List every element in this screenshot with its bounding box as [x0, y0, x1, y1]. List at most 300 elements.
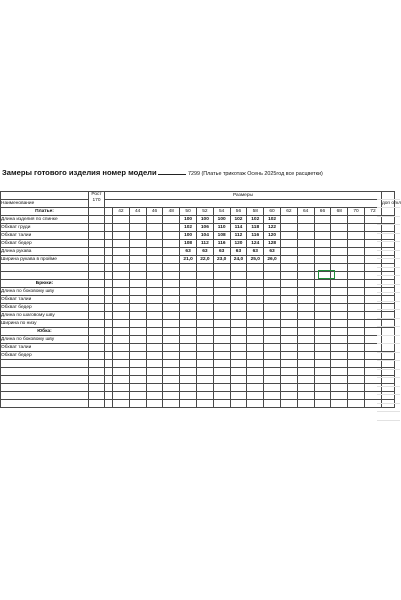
gridline — [377, 225, 400, 234]
empty-cell — [213, 288, 230, 296]
table-row — [1, 232, 395, 240]
empty-cell — [129, 360, 146, 368]
empty-cell — [280, 360, 297, 368]
empty-cell — [180, 280, 197, 288]
empty-cell — [314, 280, 331, 288]
empty-cell — [113, 320, 130, 328]
header-row-mid — [1, 200, 395, 208]
empty-cell — [163, 328, 180, 336]
empty-cell — [146, 352, 163, 360]
empty-cell — [264, 264, 281, 272]
measurement-value: 102 — [180, 224, 197, 232]
gridline — [377, 293, 400, 302]
gap-cell — [105, 256, 113, 264]
title-underline — [158, 167, 186, 175]
gridline — [377, 276, 400, 285]
table-row — [1, 256, 395, 264]
empty-cell — [180, 344, 197, 352]
sizes-row — [1, 208, 395, 216]
empty-cell — [264, 328, 281, 336]
empty-cell — [297, 328, 314, 336]
empty-cell — [163, 320, 180, 328]
empty-cell — [314, 248, 331, 256]
height-cell — [89, 216, 105, 224]
name-header-cell — [1, 200, 89, 208]
empty-cell — [129, 392, 146, 400]
gridline — [377, 191, 400, 200]
empty-cell — [213, 336, 230, 344]
empty-cell — [314, 368, 331, 376]
empty-cell — [213, 392, 230, 400]
measurement-name: Обхват бедер — [1, 352, 89, 360]
empty-cell — [129, 328, 146, 336]
empty-cell — [129, 272, 146, 280]
empty-cell — [1, 272, 89, 280]
empty-cell — [264, 272, 281, 280]
empty-cell — [314, 312, 331, 320]
blank-row — [1, 272, 395, 280]
empty-cell — [146, 400, 163, 408]
empty-cell — [163, 288, 180, 296]
empty-cell — [297, 288, 314, 296]
table-row — [1, 240, 395, 248]
empty-cell — [280, 296, 297, 304]
measurement-value: 26,0 — [264, 256, 281, 264]
empty-cell — [163, 304, 180, 312]
empty-cell — [129, 312, 146, 320]
empty-cell — [113, 392, 130, 400]
empty-cell — [280, 312, 297, 320]
empty-cell — [264, 400, 281, 408]
empty-cell — [264, 312, 281, 320]
empty-cell — [129, 240, 146, 248]
empty-cell — [331, 368, 348, 376]
gap-cell — [105, 248, 113, 256]
empty-cell — [280, 224, 297, 232]
empty-cell — [264, 296, 281, 304]
empty-cell — [1, 384, 89, 392]
empty-cell — [247, 336, 264, 344]
empty-cell — [113, 216, 130, 224]
measurement-name: Длина по шаговому шву — [1, 312, 89, 320]
empty-cell — [331, 248, 348, 256]
empty-cell — [196, 296, 213, 304]
size-header: 54 — [213, 208, 230, 216]
height-cell — [89, 256, 105, 264]
empty-cell — [348, 304, 365, 312]
section-label: Юбка: — [1, 328, 89, 336]
measurement-value: 100 — [213, 216, 230, 224]
gridline — [377, 200, 400, 209]
size-header: 52 — [196, 208, 213, 216]
empty-cell — [180, 360, 197, 368]
empty-cell — [129, 216, 146, 224]
empty-cell — [113, 368, 130, 376]
empty-cell — [146, 392, 163, 400]
measurement-value: 108 — [213, 232, 230, 240]
empty-cell — [146, 240, 163, 248]
empty-cell — [163, 256, 180, 264]
empty-cell — [331, 232, 348, 240]
measurement-name: Длина по боковому шву — [1, 336, 89, 344]
size-header: 50 — [180, 208, 197, 216]
empty-cell — [105, 328, 113, 336]
empty-cell — [230, 312, 247, 320]
size-header: 64 — [297, 208, 314, 216]
table-row — [1, 304, 395, 312]
empty-cell — [264, 280, 281, 288]
empty-cell — [280, 392, 297, 400]
empty-cell — [247, 400, 264, 408]
gridline — [377, 251, 400, 260]
empty-cell — [331, 336, 348, 344]
empty-cell — [105, 264, 113, 272]
gridline — [377, 404, 400, 413]
empty-cell — [146, 304, 163, 312]
empty-cell — [314, 224, 331, 232]
gridline — [377, 217, 400, 226]
empty-cell — [314, 296, 331, 304]
empty-cell — [196, 280, 213, 288]
empty-cell — [297, 224, 314, 232]
empty-cell — [180, 376, 197, 384]
empty-cell — [196, 328, 213, 336]
blank-row — [1, 264, 395, 272]
empty-cell — [230, 336, 247, 344]
gridline — [377, 353, 400, 362]
empty-cell — [348, 336, 365, 344]
empty-cell — [213, 384, 230, 392]
height-value: 170 — [92, 198, 101, 203]
empty-cell — [297, 352, 314, 360]
height-header-cell — [89, 192, 105, 208]
table-row — [1, 312, 395, 320]
measurement-value: 112 — [230, 232, 247, 240]
empty-cell — [297, 264, 314, 272]
empty-cell — [331, 304, 348, 312]
empty-cell — [129, 344, 146, 352]
empty-cell — [314, 336, 331, 344]
measurement-name: Ширина рукава в пройме — [1, 256, 89, 264]
height-label: Рост — [91, 192, 102, 197]
empty-cell — [105, 368, 113, 376]
empty-cell — [348, 312, 365, 320]
section-label-row — [1, 328, 395, 336]
empty-cell — [163, 232, 180, 240]
empty-cell — [196, 352, 213, 360]
empty-cell — [213, 312, 230, 320]
empty-cell — [213, 272, 230, 280]
empty-cell — [280, 400, 297, 408]
empty-cell — [331, 352, 348, 360]
empty-cell — [163, 336, 180, 344]
empty-cell — [196, 360, 213, 368]
empty-cell — [113, 344, 130, 352]
empty-cell — [129, 400, 146, 408]
empty-cell — [230, 344, 247, 352]
empty-cell — [213, 328, 230, 336]
measurement-name: Обхват бедер — [1, 304, 89, 312]
empty-cell — [196, 272, 213, 280]
empty-cell — [264, 352, 281, 360]
gridline — [377, 268, 400, 277]
gap-cell — [105, 312, 113, 320]
gap-cell — [105, 240, 113, 248]
measurement-name: Обхват талии — [1, 232, 89, 240]
empty-cell — [163, 400, 180, 408]
size-header: 58 — [247, 208, 264, 216]
empty-cell — [163, 360, 180, 368]
empty-cell — [331, 240, 348, 248]
measurement-value: 100 — [180, 232, 197, 240]
empty-cell — [230, 384, 247, 392]
empty-cell — [163, 264, 180, 272]
section-label-row — [1, 280, 395, 288]
empty-cell — [146, 328, 163, 336]
measurement-value: 25,0 — [247, 256, 264, 264]
empty-cell — [129, 376, 146, 384]
measurement-name: Длина изделия по спинке — [1, 216, 89, 224]
size-header: 72 — [364, 208, 381, 216]
empty-cell — [331, 288, 348, 296]
table-row — [1, 352, 395, 360]
height-cell — [89, 336, 105, 344]
measurement-value: 116 — [247, 232, 264, 240]
table-row — [1, 344, 395, 352]
empty-cell — [129, 304, 146, 312]
empty-cell — [297, 296, 314, 304]
empty-cell — [297, 272, 314, 280]
empty-cell — [297, 216, 314, 224]
title-text: Замеры готового изделия номер модели — [2, 168, 157, 177]
empty-cell — [280, 288, 297, 296]
empty-cell — [113, 304, 130, 312]
gap-cell — [105, 344, 113, 352]
empty-cell — [180, 288, 197, 296]
empty-cell — [180, 328, 197, 336]
empty-cell — [348, 256, 365, 264]
empty-cell — [113, 296, 130, 304]
empty-cell — [105, 392, 113, 400]
measurement-value: 102 — [230, 216, 247, 224]
measurement-value: 63 — [196, 248, 213, 256]
height-cell — [89, 352, 105, 360]
empty-cell — [348, 232, 365, 240]
empty-cell — [280, 320, 297, 328]
empty-cell — [230, 280, 247, 288]
measurement-value: 63 — [247, 248, 264, 256]
gridline — [377, 208, 400, 217]
empty-cell — [331, 376, 348, 384]
empty-cell — [113, 400, 130, 408]
empty-cell — [280, 328, 297, 336]
empty-cell — [146, 232, 163, 240]
empty-cell — [230, 328, 247, 336]
empty-cell — [146, 224, 163, 232]
empty-cell — [230, 400, 247, 408]
gridline — [377, 370, 400, 379]
measurement-name: Ширина по низу — [1, 320, 89, 328]
empty-cell — [113, 328, 130, 336]
empty-cell — [1, 264, 89, 272]
empty-cell — [331, 312, 348, 320]
empty-cell — [348, 296, 365, 304]
empty-cell — [247, 384, 264, 392]
empty-cell — [230, 304, 247, 312]
empty-cell — [129, 368, 146, 376]
empty-cell — [314, 288, 331, 296]
empty-cell — [280, 248, 297, 256]
header-name-spacer — [1, 192, 89, 200]
empty-cell — [297, 232, 314, 240]
empty-cell — [314, 400, 331, 408]
empty-cell — [230, 360, 247, 368]
header-row-top — [1, 192, 395, 200]
empty-cell — [213, 280, 230, 288]
measurement-value: 108 — [180, 240, 197, 248]
measurement-value: 124 — [247, 240, 264, 248]
empty-cell — [280, 344, 297, 352]
empty-cell — [163, 296, 180, 304]
empty-cell — [314, 360, 331, 368]
empty-cell — [113, 232, 130, 240]
empty-cell — [348, 376, 365, 384]
empty-cell — [146, 216, 163, 224]
empty-cell — [230, 352, 247, 360]
measurement-value: 118 — [247, 224, 264, 232]
empty-cell — [264, 368, 281, 376]
empty-cell — [297, 312, 314, 320]
empty-cell — [297, 360, 314, 368]
empty-cell — [213, 376, 230, 384]
empty-cell — [129, 320, 146, 328]
empty-cell — [113, 336, 130, 344]
empty-cell — [348, 344, 365, 352]
empty-cell — [297, 304, 314, 312]
sizes-blank-cell — [105, 200, 382, 208]
empty-cell — [314, 376, 331, 384]
empty-cell — [129, 336, 146, 344]
empty-cell — [196, 304, 213, 312]
selected-cell — [318, 270, 335, 279]
empty-cell — [180, 320, 197, 328]
empty-cell — [213, 400, 230, 408]
empty-cell — [180, 312, 197, 320]
height-cell — [89, 240, 105, 248]
measurement-value: 122 — [264, 224, 281, 232]
empty-cell — [280, 280, 297, 288]
empty-cell — [163, 312, 180, 320]
empty-cell — [146, 256, 163, 264]
empty-cell — [348, 272, 365, 280]
height-cell — [89, 344, 105, 352]
empty-cell — [280, 304, 297, 312]
empty-cell — [314, 384, 331, 392]
empty-cell — [129, 280, 146, 288]
empty-cell — [180, 264, 197, 272]
empty-cell — [180, 296, 197, 304]
gridline — [377, 242, 400, 251]
empty-cell — [297, 376, 314, 384]
measurement-value: 63 — [264, 248, 281, 256]
measurement-name: Длина по боковому шву — [1, 288, 89, 296]
gap-cell — [105, 288, 113, 296]
empty-cell — [180, 352, 197, 360]
empty-cell — [331, 392, 348, 400]
measurement-value: 102 — [264, 216, 281, 224]
empty-cell — [280, 376, 297, 384]
gridline — [377, 387, 400, 396]
gridline — [377, 412, 400, 421]
empty-cell — [331, 328, 348, 336]
measurement-name: Длина рукава — [1, 248, 89, 256]
empty-cell — [264, 376, 281, 384]
empty-cell — [163, 368, 180, 376]
empty-cell — [129, 384, 146, 392]
measurement-value: 22,0 — [196, 256, 213, 264]
gridline — [377, 310, 400, 319]
sizes-label: Размеры — [233, 192, 253, 198]
measurement-value: 21,0 — [180, 256, 197, 264]
empty-cell — [331, 400, 348, 408]
empty-cell — [247, 320, 264, 328]
empty-cell — [89, 328, 105, 336]
empty-cell — [146, 336, 163, 344]
empty-cell — [129, 256, 146, 264]
empty-cell — [247, 272, 264, 280]
measurement-value: 63 — [213, 248, 230, 256]
empty-cell — [163, 272, 180, 280]
measurement-value: 102 — [247, 216, 264, 224]
empty-cell — [113, 360, 130, 368]
gap-cell — [105, 208, 113, 216]
empty-cell — [163, 216, 180, 224]
empty-cell — [180, 384, 197, 392]
blank-row — [1, 368, 395, 376]
empty-cell — [297, 320, 314, 328]
gridline — [377, 234, 400, 243]
empty-cell — [264, 320, 281, 328]
empty-cell — [247, 304, 264, 312]
empty-cell — [129, 352, 146, 360]
measurement-value: 110 — [213, 224, 230, 232]
measurement-value: 63 — [230, 248, 247, 256]
empty-cell — [180, 336, 197, 344]
empty-cell — [264, 304, 281, 312]
empty-cell — [196, 400, 213, 408]
empty-cell — [230, 272, 247, 280]
measurement-value: 120 — [230, 240, 247, 248]
empty-cell — [297, 280, 314, 288]
empty-cell — [348, 328, 365, 336]
gap-cell — [105, 232, 113, 240]
empty-cell — [331, 344, 348, 352]
empty-cell — [146, 264, 163, 272]
gridline — [377, 378, 400, 387]
height-cell — [89, 320, 105, 328]
empty-cell — [146, 376, 163, 384]
gridline — [377, 327, 400, 336]
empty-cell — [331, 320, 348, 328]
table-row — [1, 216, 395, 224]
size-header: 66 — [314, 208, 331, 216]
empty-cell — [280, 232, 297, 240]
empty-cell — [264, 288, 281, 296]
table-row — [1, 336, 395, 344]
empty-cell — [129, 296, 146, 304]
table-row — [1, 296, 395, 304]
blank-row — [1, 384, 395, 392]
